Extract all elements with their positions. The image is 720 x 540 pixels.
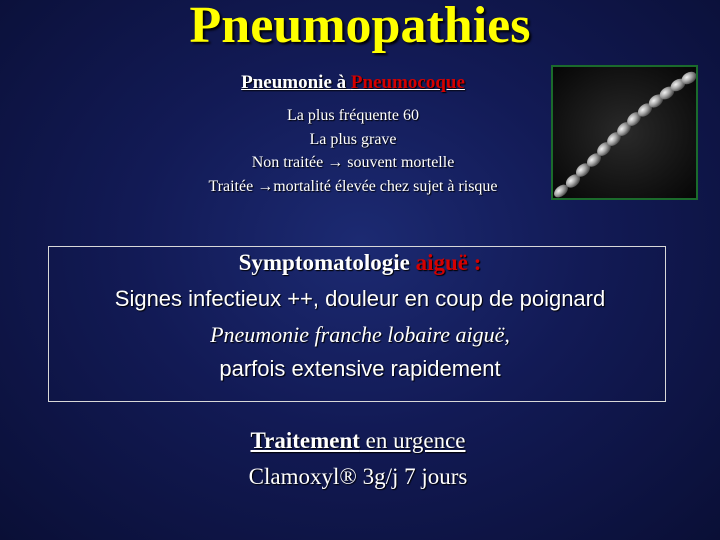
symptoms-signs: Signes infectieux ++, douleur en coup de poignard — [114, 286, 606, 311]
treatment-label: Traitement — [250, 428, 360, 453]
symptoms-heading-label: Symptomatologie — [238, 250, 416, 275]
treatment-heading — [0, 428, 716, 454]
fact-item: La plus fréquente 60 — [287, 107, 419, 124]
symptoms-diagnosis: Pneumonie franche lobaire aiguë, — [210, 322, 510, 347]
fact-item: Traitée →mortalité élevée chez sujet à risque — [208, 177, 498, 195]
subtitle-part1: Pneumonie à — [241, 72, 351, 93]
fact-item: La plus grave — [309, 130, 397, 148]
symptoms-extension: parfois extensive rapidement — [219, 356, 501, 381]
symptoms-heading-acute: aiguë : — [415, 250, 482, 275]
slide-title: Pneumopathies — [189, 0, 531, 54]
treatment-dose: Clamoxyl® 3g/j 7 jours — [248, 464, 468, 489]
pneumococcus-chain-image — [553, 67, 696, 198]
facts-list — [140, 104, 566, 198]
subtitle-organism: Pneumocoque — [350, 72, 465, 93]
symptoms-heading — [0, 250, 720, 276]
micrograph-image — [551, 65, 698, 200]
subtitle — [150, 72, 556, 94]
fact-item: Non traitée → souvent mortelle — [251, 154, 455, 171]
treatment-urgency: en urgence — [359, 428, 466, 453]
